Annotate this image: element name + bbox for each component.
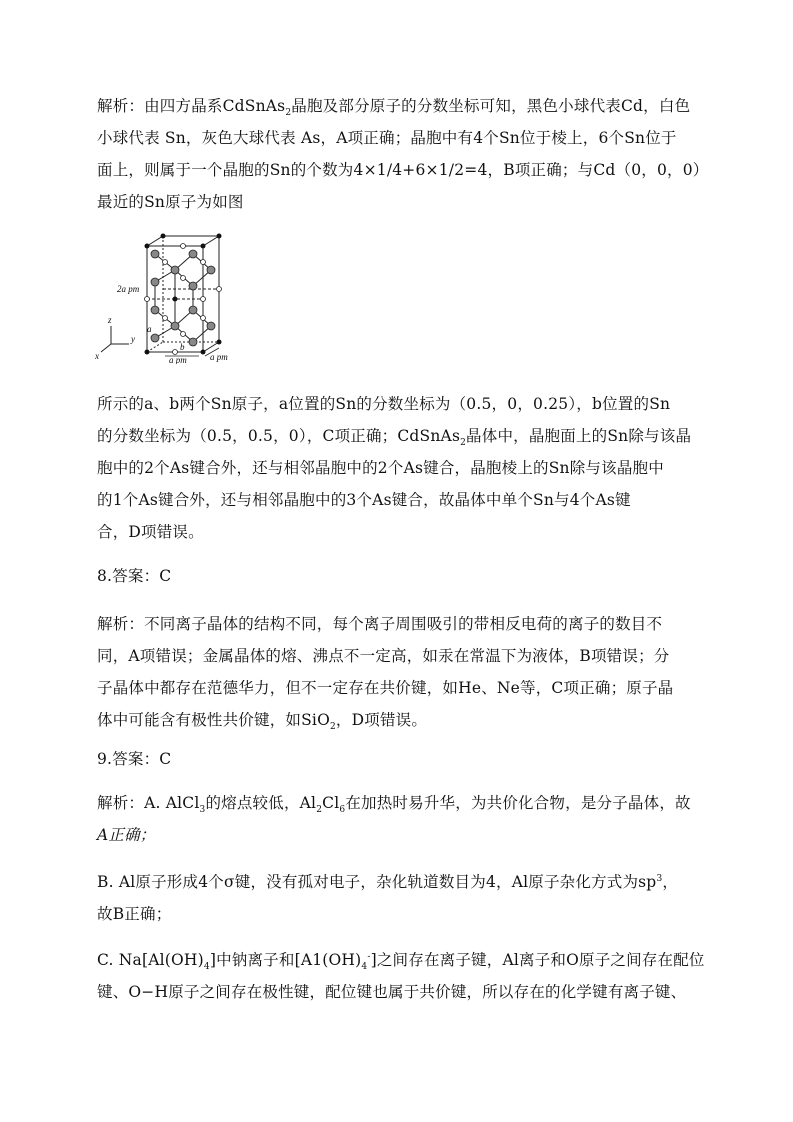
analysis-paragraph-8 xyxy=(97,608,697,736)
analysis-paragraph-9-a xyxy=(97,787,697,851)
label-a-pm-2: a pm xyxy=(210,352,228,362)
text-line: 体中可能含有极性共价键，如SiO$_2$，D项错误。 xyxy=(97,711,428,733)
analysis-paragraph-7-cont xyxy=(97,388,697,548)
text-line: 的分数坐标为（0.5，0.5，0），C项正确；CdSnAs$_2$晶体中，晶胞面上的Sn除与该晶 xyxy=(97,427,692,449)
text-line: B. Al原子形成4个σ键，没有孤对电子，杂化轨道数目为4，Al原子杂化方式为$sp^3$， xyxy=(97,873,679,891)
label-a-pm-1: a pm xyxy=(169,355,187,364)
text-line: 胞中的2个As键合外，还与相邻晶胞中的2个As键合，晶胞棱上的Sn除与该晶胞中 xyxy=(97,459,664,477)
text-line: 最近的Sn原子为如图 xyxy=(97,193,244,211)
text-line: 的1个As键合外，还与相邻晶胞中的3个As键合，故晶体中单个Sn与4个As键 xyxy=(97,491,631,509)
text-line: 键、O−H原子之间存在极性键，配位键也属于共价键，所以存在的化学键有离子键、 xyxy=(97,983,687,1001)
analysis-paragraph-7 xyxy=(97,90,709,218)
text-line: 同，A项错误；金属晶体的熔、沸点不一定高，如汞在常温下为液体，B项错误；分 xyxy=(97,647,670,665)
atoms xyxy=(145,234,222,355)
text-line: 面上，则属于一个晶胞的Sn的个数为4×1/4+6×1/2=4，B项正确；与Cd（0，0，0） xyxy=(97,161,709,179)
crystal-cell-figure xyxy=(95,232,245,364)
analysis-paragraph-9-c xyxy=(97,944,705,1008)
text-line: 子晶体中都存在范德华力，但不一定存在共价键，如He、Ne等，C项正确；原子晶 xyxy=(97,679,674,697)
point-a-label: a xyxy=(147,324,152,334)
answer-text: 8.答案：C xyxy=(97,567,172,585)
axis-y-label: y xyxy=(131,334,135,344)
text-line: 故B正确； xyxy=(97,905,172,923)
analysis-paragraph-9-b xyxy=(97,866,697,930)
text-line: 合，D项错误。 xyxy=(97,523,204,541)
point-b-label: b xyxy=(180,342,185,352)
text-line: 小球代表 Sn，灰色大球代表 As，A项正确；晶胞中有4个Sn位于棱上，6个Sn位于 xyxy=(97,129,677,147)
text-line: 解析：A. AlCl$_3$的熔点较低，$Al_2Cl_6$在加热时易升华，为共价化合物，是分子晶体，故 xyxy=(97,794,691,816)
text-line: 解析：不同离子晶体的结构不同，每个离子周围吸引的带相反电荷的离子的数目不 xyxy=(97,615,663,633)
answer-9 xyxy=(97,743,697,775)
text-line: 解析：由四方晶系CdSnAs$_2$晶胞及部分原子的分数坐标可知，黑色小球代表Cd，白色 xyxy=(97,97,691,119)
axis-x-label: x xyxy=(95,351,99,361)
label-2a-pm: 2a pm xyxy=(117,284,140,294)
answer-8 xyxy=(97,560,697,592)
axis-z-label: z xyxy=(108,315,112,325)
answer-text: 9.答案：C xyxy=(97,750,172,768)
text-line: A正确； xyxy=(97,826,156,844)
text-line: C. $Na[Al(OH)_4]$中钠离子和$[A1(OH)_4^-]$之间存在离子键，Al离子和O原子之间存在配位 xyxy=(97,951,705,973)
text-line: 所示的a、b两个Sn原子，a位置的Sn的分数坐标为（0.5，0，0.25），b位置的Sn xyxy=(97,395,671,413)
